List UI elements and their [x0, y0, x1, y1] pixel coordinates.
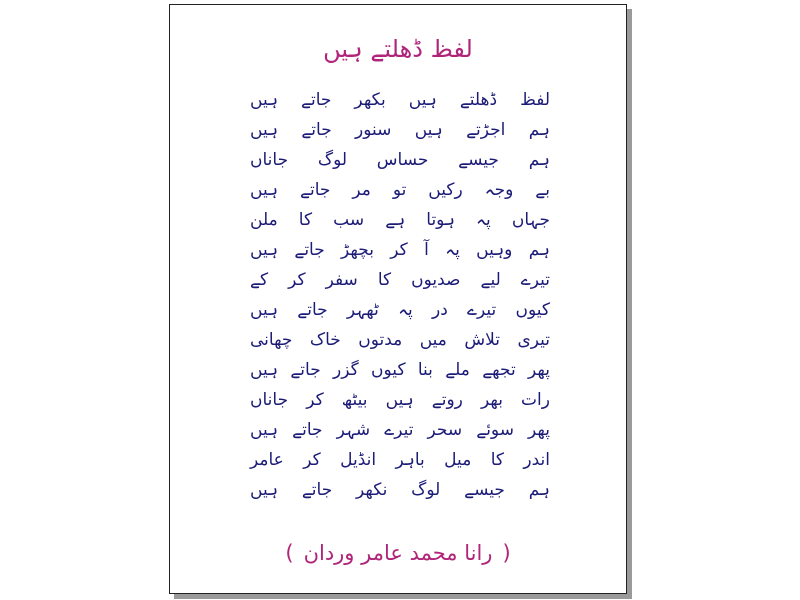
poem-line: لفظ ڈھلتے ہیں بکھر جاتے ہیں [250, 90, 550, 110]
poem-line: ہم وہیں پہ آ کر بچھڑ جاتے ہیں [250, 240, 550, 260]
poem-line: بے وجہ رکیں تو مر جاتے ہیں [250, 180, 550, 200]
poem-line: جہاں پہ ہوتا ہے سب کا ملن [250, 210, 550, 230]
poem-title: لفظ ڈھلتے ہیں [323, 35, 473, 63]
poem-line: ہم جیسے حساس لوگ جاناں [250, 150, 550, 170]
poem-line: تیرے لیے صدیوں کا سفر کر کے [250, 270, 550, 290]
author-name: رانا محمد عامر وردان [303, 541, 493, 565]
poem-page [169, 4, 627, 594]
poem-line: رات بھر روتے ہیں بیٹھ کر جاناں [250, 390, 550, 410]
poem-line: تیری تلاش میں مدتوں خاک چھانی [250, 330, 550, 350]
author-signature [170, 535, 626, 571]
poem-line: پھر سوئے سحر تیرے شہر جاتے ہیں [250, 420, 550, 440]
poem-line: اندر کا میل باہر انڈیل کر عامر [250, 450, 550, 470]
poem-line: پھر تجھے ملے بنا کیوں گزر جاتے ہیں [250, 360, 550, 380]
poem-line: کیوں تیرے در پہ ٹھہر جاتے ہیں [250, 300, 550, 320]
poem-body [250, 85, 550, 505]
poem-line: ہم جیسے لوگ نکھر جاتے ہیں [250, 480, 550, 500]
author-open-paren: ( [502, 541, 511, 565]
poem-line: ہم اجڑتے ہیں سنور جاتے ہیں [250, 120, 550, 140]
author-close-paren: ) [285, 541, 294, 565]
